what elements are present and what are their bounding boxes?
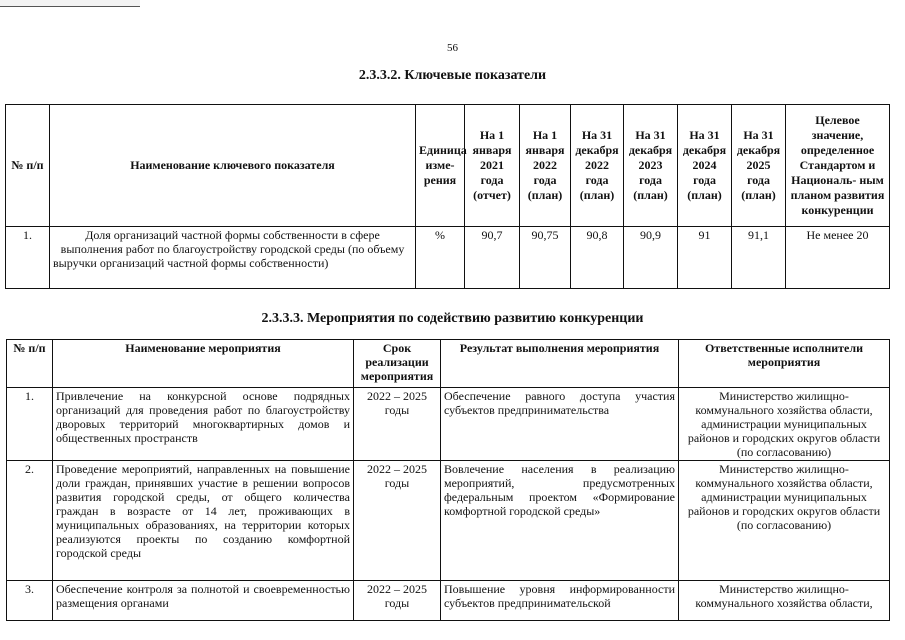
header-responsible: Ответственные исполнители мероприятия xyxy=(679,340,890,388)
row-measure-name: Проведение мероприятий, направленных на повышение доли граждан, принявших участие в решении вопросов развития городской среды, от общего количества граждан в возрасте от 14 лет, проживающих в муниципальных образованиях, на территории которых реализуются проекты по созданию комфортной городской среды xyxy=(53,461,354,581)
header-num: № п/п xyxy=(6,105,50,227)
section-title-measures: 2.3.3.3. Мероприятия по содействию развитию конкуренции xyxy=(261,311,644,326)
page-number: 56 xyxy=(447,42,458,54)
row-measure-name: Привлечение на конкурсной основе подрядных организаций для проведения работ по благоустройству дворовых территорий многоквартирных домов и общественных пространств xyxy=(53,388,354,461)
measures-header-row xyxy=(7,340,890,388)
row-value-2022-dec: 90,8 xyxy=(571,227,624,289)
header-2024: На 31 декабря 2024 года (план) xyxy=(678,105,732,227)
row-target: Не менее 20 xyxy=(786,227,890,289)
table-row xyxy=(6,227,890,289)
header-measure-name: Наименование мероприятия xyxy=(53,340,354,388)
scan-edge xyxy=(0,0,140,7)
measures-table xyxy=(6,339,890,621)
row-num: 2. xyxy=(7,461,53,581)
header-2022: На 1 января 2022 года (план) xyxy=(520,105,571,227)
header-2022-dec: На 31 декабря 2022 года (план) xyxy=(571,105,624,227)
header-num: № п/п xyxy=(7,340,53,388)
row-responsible: Министерство жилищно-коммунального хозяйства области, администрации муниципальных районов и городских округов области (по согласованию) xyxy=(679,461,890,581)
row-result: Повышение уровня информированности субъектов предпринимательской xyxy=(441,581,679,621)
row-result: Вовлечение населения в реализацию мероприятий, предусмотренных федеральным проектом «Формирование комфортной городской среды» xyxy=(441,461,679,581)
row-num: 1. xyxy=(7,388,53,461)
table-row xyxy=(7,461,890,581)
header-indicator-name: Наименование ключевого показателя xyxy=(50,105,416,227)
table-row xyxy=(7,388,890,461)
key-indicators-table xyxy=(5,104,890,289)
header-term: Срок реализации мероприятия xyxy=(354,340,441,388)
row-value-2024: 91 xyxy=(678,227,732,289)
header-2021: На 1 января 2021 года (отчет) xyxy=(465,105,520,227)
header-result: Результат выполнения мероприятия xyxy=(441,340,679,388)
row-measure-name: Обеспечение контроля за полнотой и своевременностью размещения органами xyxy=(53,581,354,621)
row-term: 2022 – 2025 годы xyxy=(354,581,441,621)
header-target: Целевое значение, определенное Стандартом и Националь- ным планом развития конкуренции xyxy=(786,105,890,227)
row-num: 3. xyxy=(7,581,53,621)
row-value-2022: 90,75 xyxy=(520,227,571,289)
row-indicator-name: Доля организаций частной формы собственности в сфере выполнения работ по благоустройству городской среды (по объему выручки организаций частной формы собственности) xyxy=(50,227,416,289)
row-responsible: Министерство жилищно-коммунального хозяйства области, администрации муниципальных районов и городских округов области (по согласованию) xyxy=(679,388,890,461)
header-2023: На 31 декабря 2023 года (план) xyxy=(624,105,678,227)
header-unit: Единица изме- рения xyxy=(416,105,465,227)
row-term: 2022 – 2025 годы xyxy=(354,388,441,461)
row-value-2025: 91,1 xyxy=(732,227,786,289)
table-row xyxy=(7,581,890,621)
row-num: 1. xyxy=(6,227,50,289)
row-term: 2022 – 2025 годы xyxy=(354,461,441,581)
row-result: Обеспечение равного доступа участия субъектов предпринимательства xyxy=(441,388,679,461)
row-responsible: Министерство жилищно-коммунального хозяйства области, xyxy=(679,581,890,621)
row-value-2021: 90,7 xyxy=(465,227,520,289)
section-title-key-indicators: 2.3.3.2. Ключевые показатели xyxy=(358,68,547,83)
key-indicators-header-row xyxy=(6,105,890,227)
row-value-2023: 90,9 xyxy=(624,227,678,289)
row-unit: % xyxy=(416,227,465,289)
header-2025: На 31 декабря 2025 года (план) xyxy=(732,105,786,227)
